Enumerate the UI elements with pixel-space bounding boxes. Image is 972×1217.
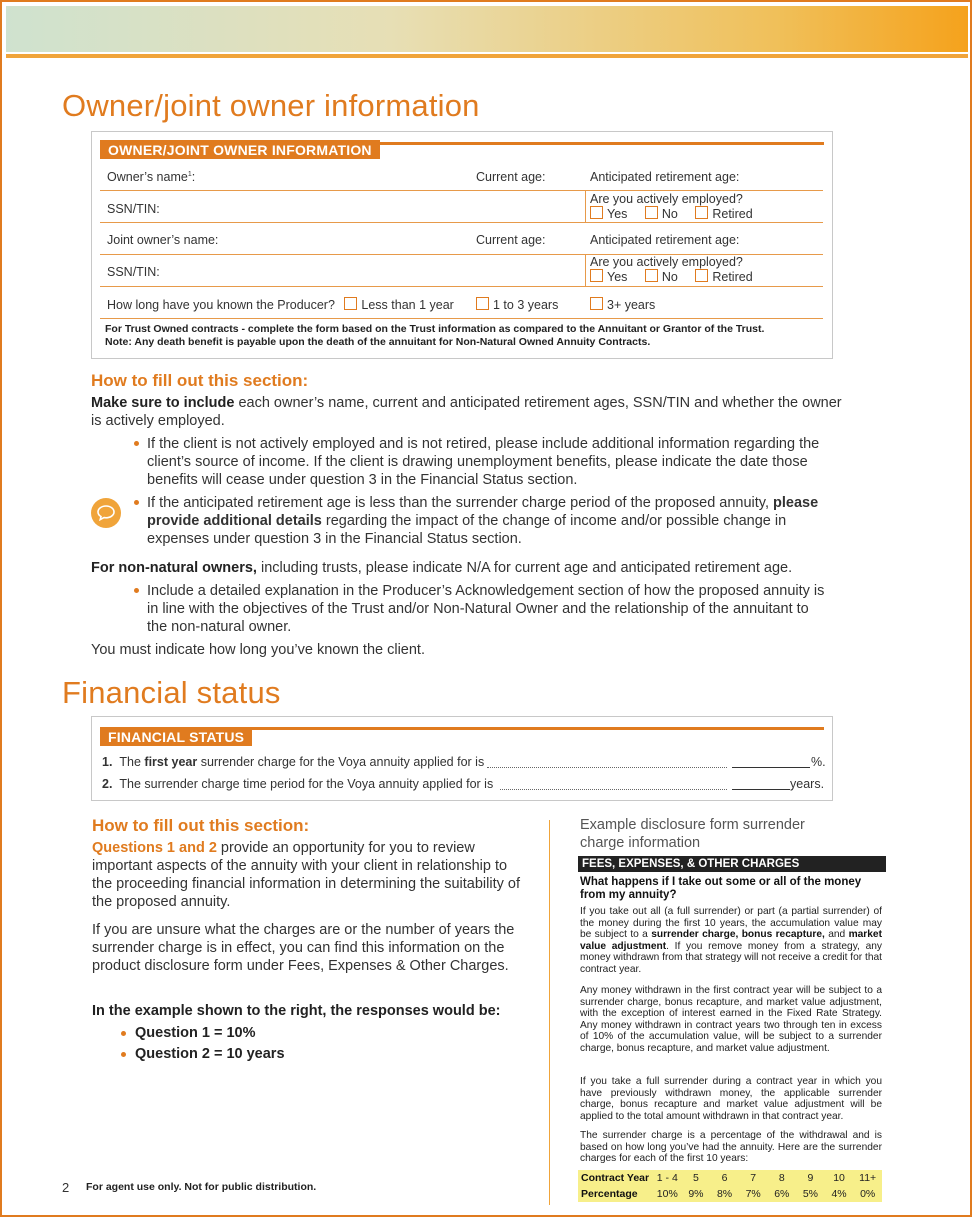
p2-rest: including trusts, please indicate N/A for current age and anticipated retirement age. xyxy=(256,560,793,576)
p1-orange-bold: Questions 1 and 2 xyxy=(92,840,217,856)
table-cell: 10% xyxy=(656,1188,678,1200)
disclosure-paragraph-1 xyxy=(580,906,882,976)
howto1-paragraph-3: You must indicate how long you’ve known the client. xyxy=(91,642,425,658)
howto1-bullet-3: Include a detailed explanation in the Producer’s Acknowledgement section of how the proposed annuity is in line with the objectives of the Trust and/or Non-Natural Owner and the relationship of the annuitant to the non-natural owner. xyxy=(147,583,825,635)
q1-unit: %. xyxy=(811,755,826,769)
owner-no-label: No xyxy=(661,207,678,221)
q2-number: 2. xyxy=(102,777,113,791)
col-divider xyxy=(585,190,586,222)
financial-title: Financial status xyxy=(62,675,281,710)
joint-retired-label: Retired xyxy=(712,270,753,284)
trust-note: For Trust Owned contracts - complete the form based on the Trust information as compared to the Annuitant or Grantor of the Trust. xyxy=(105,323,765,335)
joint-yes-label: Yes xyxy=(607,270,628,284)
q1-bold: first year xyxy=(144,755,198,769)
howto1-paragraph-1 xyxy=(91,394,851,430)
joint-name-label: Joint owner’s name: xyxy=(107,233,219,247)
table-cell: 5% xyxy=(802,1188,819,1200)
d-p1-b: surrender charge, bonus recapture, xyxy=(651,929,825,941)
financial-q1 xyxy=(102,755,484,769)
q1-leader-dots xyxy=(487,767,727,768)
known-less-1-label: Less than 1 year xyxy=(361,298,454,312)
table-cell: 5 xyxy=(693,1172,699,1184)
b2-bold: please provide additional details xyxy=(147,495,819,529)
table-cell: 0% xyxy=(860,1188,876,1200)
howto-heading-1: How to fill out this section: xyxy=(91,371,309,390)
joint-current-age-label: Current age: xyxy=(476,233,546,247)
howto-heading-2: How to fill out this section: xyxy=(92,816,310,835)
bullet-dot xyxy=(121,1031,126,1036)
p1-bold: Make sure to include xyxy=(91,395,235,411)
disclosure-question: What happens if I take out some or all of the money from my annuity? xyxy=(580,876,862,901)
owner-yes-checkbox[interactable] xyxy=(590,206,603,219)
p1-rest: each owner’s name, current and anticipated retirement ages, SSN/TIN and whether the owner is actively employed. xyxy=(91,395,842,429)
known-producer-row xyxy=(107,297,454,312)
financial-form-tab: FINANCIAL STATUS xyxy=(100,727,252,746)
row-divider xyxy=(100,286,823,287)
d-p1-e: . If you remove money from a strategy, any money withdrawn from that strategy will not receive a credit for that contract year. xyxy=(580,940,882,975)
col-divider xyxy=(585,254,586,286)
known-3plus-label: 3+ years xyxy=(607,298,656,312)
joint-employed-question: Are you actively employed? xyxy=(590,255,743,269)
answer-1: Question 1 = 10% xyxy=(135,1025,256,1041)
d-p1-d: market value adjustment xyxy=(580,929,882,952)
table-cell: 7% xyxy=(745,1188,761,1200)
disclosure-example xyxy=(578,856,884,1206)
footer-disclaimer: For agent use only. Not for public distribution. xyxy=(86,1181,317,1193)
table-cell: 9% xyxy=(688,1188,704,1200)
q1-post: surrender charge for the Voya annuity applied for is xyxy=(197,755,485,769)
known-less-1-checkbox[interactable] xyxy=(344,297,357,310)
financial-form xyxy=(91,716,833,801)
table-cell: 10 xyxy=(833,1172,845,1184)
row-divider xyxy=(100,222,823,223)
table-row-label: Contract Year xyxy=(581,1172,650,1184)
table-row-contract-year xyxy=(578,1170,882,1186)
p2-bold: For non-natural owners, xyxy=(91,560,257,576)
howto2-paragraph-1 xyxy=(92,839,524,911)
howto1-bullet-2 xyxy=(147,494,847,548)
row-divider xyxy=(100,190,823,191)
howto2-paragraph-3: In the example shown to the right, the responses would be: xyxy=(92,1003,501,1019)
table-cell: 9 xyxy=(807,1172,814,1184)
answer-2: Question 2 = 10 years xyxy=(135,1046,285,1062)
joint-anticipated-label: Anticipated retirement age: xyxy=(590,233,740,247)
joint-no-label: No xyxy=(661,270,678,284)
joint-ssn-label: SSN/TIN: xyxy=(107,265,160,279)
joint-employed-options xyxy=(590,269,753,284)
owner-ssn-label: SSN/TIN: xyxy=(107,202,160,216)
page-title: Owner/joint owner information xyxy=(62,88,480,123)
q1-pre: The xyxy=(119,755,145,769)
q2-answer-field[interactable] xyxy=(732,789,790,790)
known-3plus-option xyxy=(590,297,655,312)
bullet-dot xyxy=(134,441,139,446)
bullet-dot xyxy=(134,588,139,593)
q2-leader-dots xyxy=(500,789,727,790)
owner-employed-question: Are you actively employed? xyxy=(590,192,743,206)
known-1-3-label: 1 to 3 years xyxy=(493,298,559,312)
table-cell: 8% xyxy=(716,1188,733,1200)
disclosure-paragraph-2: Any money withdrawn in the first contract year will be subject to a surrender charge, bonus recapture, and market value adjustment, with the exception of interest earned in the Fixed Rate Strategy. Any money withdrawn in contract years two through ten in excess of 10% of the accumulation value, will be subject to a surrender charge, bonus recapture, and market value adjustment. xyxy=(580,985,882,1054)
owner-employed-options xyxy=(590,206,753,221)
header-rule xyxy=(6,54,968,58)
owner-current-age-label: Current age: xyxy=(476,170,546,184)
d-p1-a: If you take out all (a full surrender) or part (a partial surrender) of the money during the first 10 years, the accumulation value may be subject to a xyxy=(580,906,882,941)
known-3plus-checkbox[interactable] xyxy=(590,297,603,310)
owner-no-checkbox[interactable] xyxy=(645,206,658,219)
owner-yes-label: Yes xyxy=(607,207,628,221)
d-p1-c: and xyxy=(824,929,849,941)
death-benefit-note: Note: Any death benefit is payable upon the death of the annuitant for Non-Natural Owned Annuity Contracts. xyxy=(105,336,651,348)
owner-name-label xyxy=(107,170,195,184)
howto2-paragraph-2: If you are unsure what the charges are or the number of years the surrender charge is in effect, you can find this information on the product disclosure form under Fees, Expenses & Other Charges. xyxy=(92,922,515,974)
disclosure-paragraph-4: The surrender charge is a percentage of the withdrawal and is based on how long you’ve had the annuity. Here are the surrender charges for each of the first 10 years: xyxy=(580,1130,882,1165)
table-cell: 6% xyxy=(774,1188,790,1200)
bullet-dot xyxy=(121,1052,126,1057)
owner-retired-checkbox[interactable] xyxy=(695,206,708,219)
q2-unit: years. xyxy=(790,777,825,791)
owner-anticipated-label: Anticipated retirement age: xyxy=(590,170,740,184)
financial-q2 xyxy=(102,777,493,791)
p1-rest: provide an opportunity for you to review important aspects of the annuity with your client in relationship to the proceeding financial information in determining the suitability of the proposed annuity. xyxy=(92,840,520,910)
b2-post: regarding the impact of the change of income and/or possible change in expenses under question 3 in the Financial Status section. xyxy=(147,513,787,547)
chat-bubble-icon xyxy=(91,498,121,528)
surrender-charge-table xyxy=(578,1170,882,1202)
table-cell: 6 xyxy=(721,1172,728,1184)
column-separator xyxy=(549,820,550,1205)
footnote-marker: 1 xyxy=(187,170,192,178)
owner-retired-label: Retired xyxy=(712,207,753,221)
disclosure-bar: FEES, EXPENSES, & OTHER CHARGES xyxy=(578,856,886,872)
known-1-3-checkbox[interactable] xyxy=(476,297,489,310)
owner-name-colon: : xyxy=(191,170,196,184)
table-cell: 4% xyxy=(831,1188,847,1200)
table-cell: 1 - 4 xyxy=(656,1172,678,1184)
joint-no-checkbox[interactable] xyxy=(645,269,658,282)
row-divider xyxy=(100,318,823,319)
howto1-paragraph-2 xyxy=(91,559,851,577)
disclosure-paragraph-3: If you take a full surrender during a contract year in which you have previously withdrawn money, the applicable surrender charge, bonus recapture and market value adjustment will be applied to the total amount withdrawn in that contract year. xyxy=(580,1076,882,1122)
known-1-3-option xyxy=(476,297,558,312)
header-gradient-band xyxy=(6,6,968,52)
joint-retired-checkbox[interactable] xyxy=(695,269,708,282)
disclosure-caption: Example disclosure form surrender charge information xyxy=(580,817,805,851)
q1-answer-field[interactable] xyxy=(732,767,810,768)
table-cell: 7 xyxy=(750,1172,757,1184)
b2-pre: If the anticipated retirement age is less than the surrender charge period of the proposed annuity, xyxy=(147,495,774,511)
known-question: How long have you known the Producer? xyxy=(107,298,335,312)
bullet-dot xyxy=(134,500,139,505)
q2-text: The surrender charge time period for the Voya annuity applied for is xyxy=(119,777,494,791)
owner-name-text: Owner’s name xyxy=(107,170,188,184)
howto1-bullet-1: If the client is not actively employed and is not retired, please include additional information regarding the client’s source of income. If the client is drawing unemployment benefits, please indicate the date those benefits will cease under question 3 in the Financial Status section. xyxy=(147,436,820,488)
table-row-percentage xyxy=(578,1186,882,1202)
table-cell: 8 xyxy=(778,1172,785,1184)
page-number: 2 xyxy=(62,1180,70,1195)
owner-form xyxy=(91,131,833,359)
q1-number: 1. xyxy=(102,755,113,769)
joint-yes-checkbox[interactable] xyxy=(590,269,603,282)
table-cell: 11+ xyxy=(859,1172,877,1184)
table-row-label: Percentage xyxy=(581,1188,638,1200)
owner-form-tab: OWNER/JOINT OWNER INFORMATION xyxy=(100,140,380,159)
